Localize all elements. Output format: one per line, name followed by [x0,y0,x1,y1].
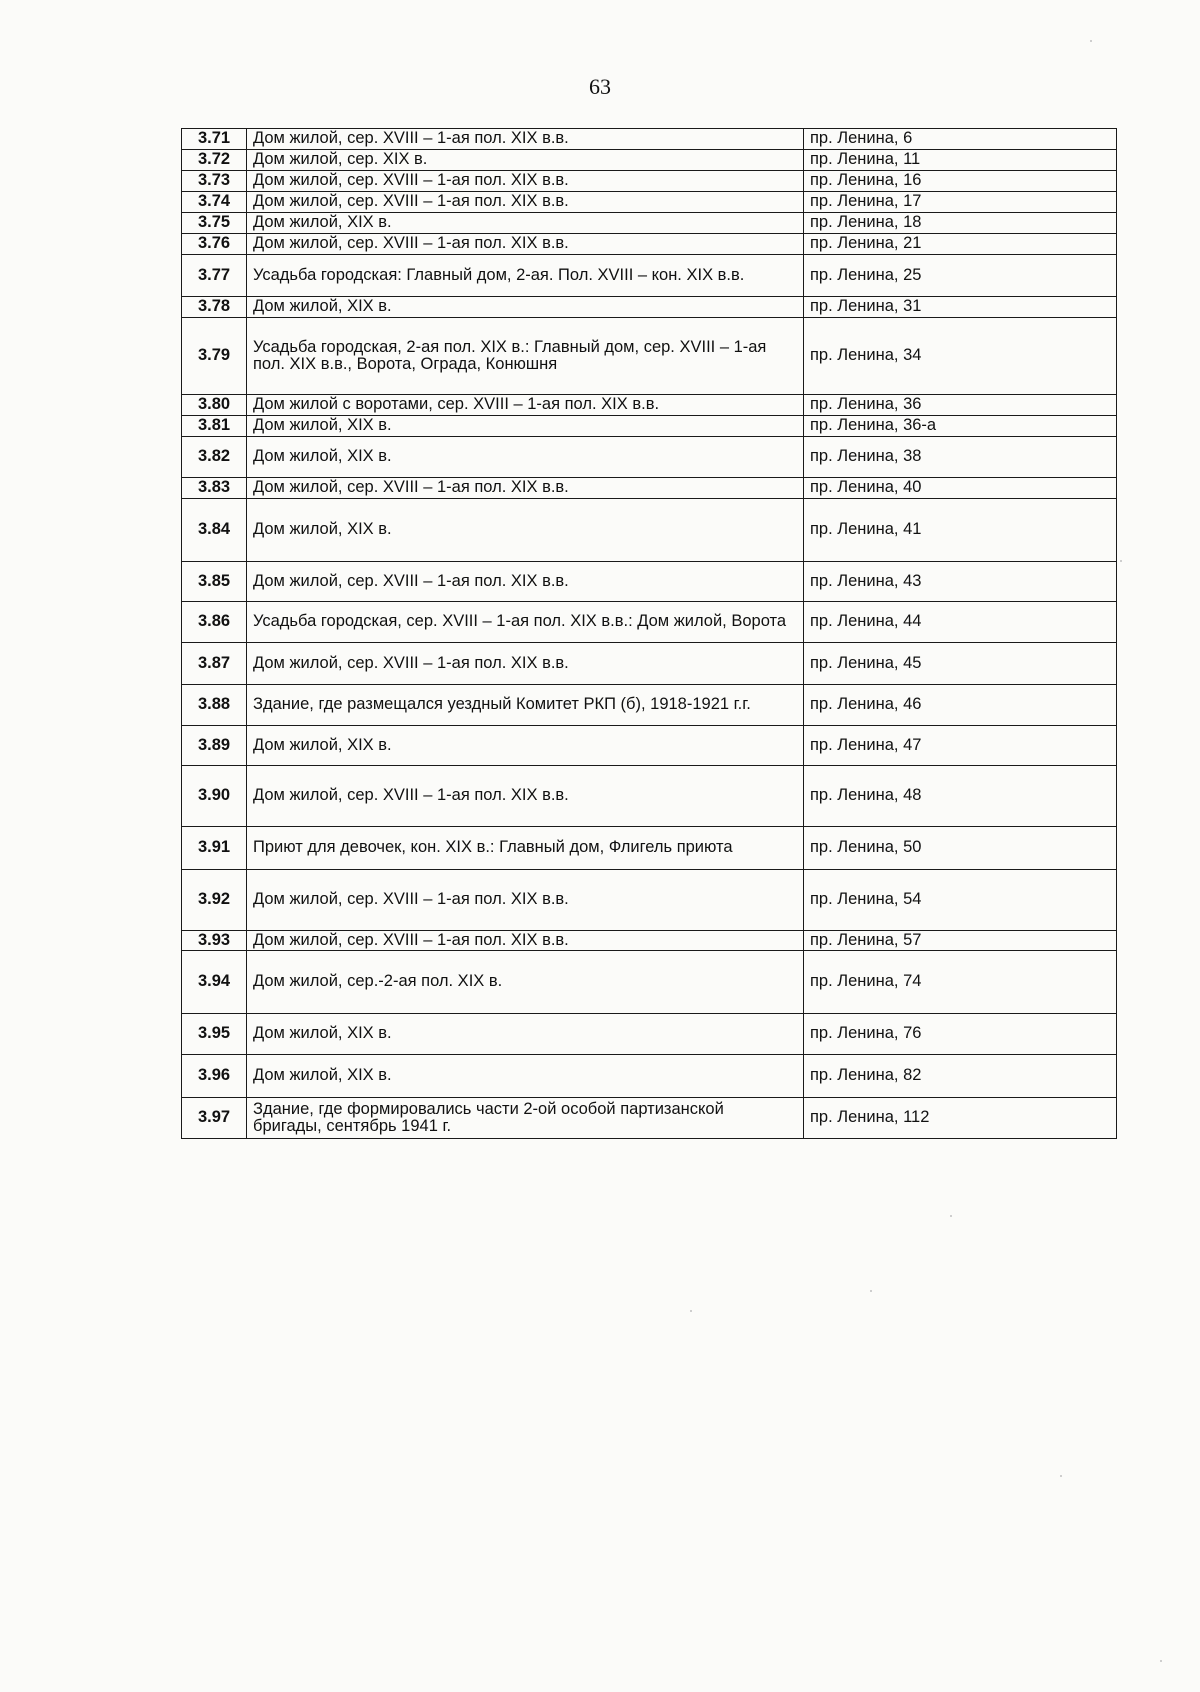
row-number: 3.79 [182,318,247,395]
row-description: Дом жилой, сер. XVIII – 1-ая пол. XIX в.в. [247,129,804,150]
row-description: Дом жилой, сер. XIX в. [247,150,804,171]
row-description: Дом жилой, XIX в. [247,213,804,234]
row-description: Дом жилой, XIX в. [247,499,804,562]
row-number: 3.83 [182,478,247,499]
table-row [182,395,1117,416]
row-number: 3.76 [182,234,247,255]
row-address: пр. Ленина, 47 [804,726,1117,766]
row-description: Здание, где формировались части 2-ой особой партизанской бригады, сентябрь 1941 г. [247,1098,804,1139]
table-row [182,255,1117,297]
row-description: Дом жилой, XIX в. [247,297,804,318]
row-address: пр. Ленина, 48 [804,766,1117,827]
row-description: Усадьба городская, сер. XVIII – 1-ая пол. XIX в.в.: Дом жилой, Ворота [247,602,804,643]
row-description: Дом жилой, сер. XVIII – 1-ая пол. XIX в.в. [247,643,804,685]
table-row [182,213,1117,234]
table-row [182,478,1117,499]
monuments-table [181,128,1117,1139]
row-description: Дом жилой, сер. XVIII – 1-ая пол. XIX в.в. [247,192,804,213]
row-address: пр. Ленина, 34 [804,318,1117,395]
row-address: пр. Ленина, 25 [804,255,1117,297]
table-row [182,129,1117,150]
row-description: Дом жилой, сер. XVIII – 1-ая пол. XIX в.в. [247,234,804,255]
table-row [182,685,1117,726]
row-address: пр. Ленина, 18 [804,213,1117,234]
row-number: 3.94 [182,951,247,1014]
row-description: Дом жилой с воротами, сер. XVIII – 1-ая пол. XIX в.в. [247,395,804,416]
row-number: 3.97 [182,1098,247,1139]
table-row [182,951,1117,1014]
table-row [182,318,1117,395]
row-address: пр. Ленина, 6 [804,129,1117,150]
row-address: пр. Ленина, 41 [804,499,1117,562]
row-address: пр. Ленина, 17 [804,192,1117,213]
table-row [182,150,1117,171]
table-row [182,870,1117,931]
row-number: 3.89 [182,726,247,766]
row-description: Дом жилой, сер. XVIII – 1-ая пол. XIX в.в. [247,562,804,602]
row-description: Дом жилой, XIX в. [247,1014,804,1055]
row-number: 3.73 [182,171,247,192]
row-address: пр. Ленина, 21 [804,234,1117,255]
row-address: пр. Ленина, 46 [804,685,1117,726]
row-address: пр. Ленина, 11 [804,150,1117,171]
row-address: пр. Ленина, 45 [804,643,1117,685]
row-description: Здание, где размещался уездный Комитет РКП (б), 1918-1921 г.г. [247,685,804,726]
row-address: пр. Ленина, 31 [804,297,1117,318]
row-number: 3.71 [182,129,247,150]
row-address: пр. Ленина, 36-а [804,416,1117,437]
row-description: Дом жилой, сер.-2-ая пол. XIX в. [247,951,804,1014]
row-number: 3.91 [182,827,247,870]
table-row [182,416,1117,437]
row-number: 3.78 [182,297,247,318]
table-row [182,437,1117,478]
row-description: Дом жилой, XIX в. [247,416,804,437]
row-address: пр. Ленина, 40 [804,478,1117,499]
row-address: пр. Ленина, 74 [804,951,1117,1014]
row-description: Приют для девочек, кон. XIX в.: Главный дом, Флигель приюта [247,827,804,870]
row-number: 3.75 [182,213,247,234]
table-row [182,1055,1117,1098]
row-address: пр. Ленина, 57 [804,931,1117,951]
table-row [182,192,1117,213]
row-description: Усадьба городская: Главный дом, 2-ая. Пол. XVIII – кон. XIX в.в. [247,255,804,297]
row-description: Усадьба городская, 2-ая пол. XIX в.: Главный дом, сер. XVIII – 1-ая пол. XIX в.в., Ворота, Ограда, Конюшня [247,318,804,395]
table-row [182,171,1117,192]
table-row [182,643,1117,685]
row-description: Дом жилой, XIX в. [247,437,804,478]
row-description: Дом жилой, XIX в. [247,1055,804,1098]
page-number: 63 [589,74,611,99]
table-row [182,931,1117,951]
row-address: пр. Ленина, 54 [804,870,1117,931]
row-number: 3.74 [182,192,247,213]
row-number: 3.95 [182,1014,247,1055]
row-number: 3.72 [182,150,247,171]
row-address: пр. Ленина, 36 [804,395,1117,416]
row-number: 3.87 [182,643,247,685]
row-number: 3.84 [182,499,247,562]
row-address: пр. Ленина, 82 [804,1055,1117,1098]
row-number: 3.86 [182,602,247,643]
row-description: Дом жилой, сер. XVIII – 1-ая пол. XIX в.в. [247,478,804,499]
row-number: 3.93 [182,931,247,951]
table-row [182,499,1117,562]
row-description: Дом жилой, сер. XVIII – 1-ая пол. XIX в.в. [247,870,804,931]
table-row [182,234,1117,255]
table-row [182,297,1117,318]
row-number: 3.81 [182,416,247,437]
row-number: 3.80 [182,395,247,416]
row-address: пр. Ленина, 112 [804,1098,1117,1139]
row-number: 3.82 [182,437,247,478]
table-row [182,602,1117,643]
row-number: 3.90 [182,766,247,827]
table-row [182,562,1117,602]
row-number: 3.96 [182,1055,247,1098]
row-number: 3.92 [182,870,247,931]
row-address: пр. Ленина, 16 [804,171,1117,192]
row-description: Дом жилой, сер. XVIII – 1-ая пол. XIX в.в. [247,931,804,951]
row-address: пр. Ленина, 38 [804,437,1117,478]
table-row [182,1098,1117,1139]
table-row [182,766,1117,827]
row-address: пр. Ленина, 76 [804,1014,1117,1055]
table-row [182,1014,1117,1055]
row-description: Дом жилой, сер. XVIII – 1-ая пол. XIX в.в. [247,171,804,192]
row-address: пр. Ленина, 50 [804,827,1117,870]
row-description: Дом жилой, сер. XVIII – 1-ая пол. XIX в.в. [247,766,804,827]
table-row [182,726,1117,766]
row-address: пр. Ленина, 43 [804,562,1117,602]
row-number: 3.88 [182,685,247,726]
table-body [182,129,1117,1139]
row-number: 3.77 [182,255,247,297]
row-number: 3.85 [182,562,247,602]
row-address: пр. Ленина, 44 [804,602,1117,643]
row-description: Дом жилой, XIX в. [247,726,804,766]
table-row [182,827,1117,870]
